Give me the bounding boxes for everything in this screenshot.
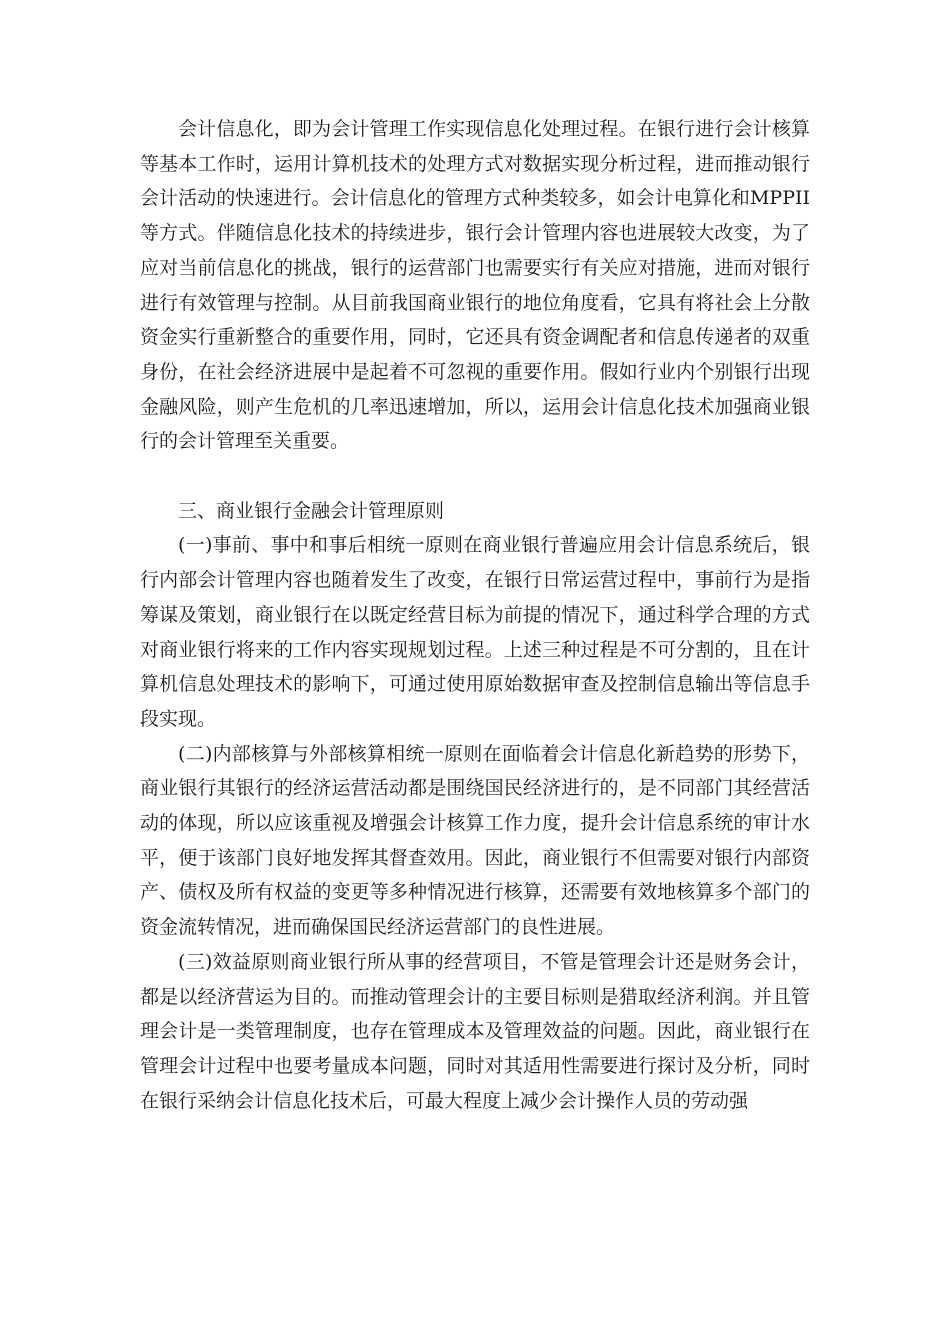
paragraph-principle-3: (三)效益原则商业银行所从事的经营项目，不管是管理会计还是财务会计，都是以经济营运为目的。而推动管理会计的主要目标则是猎取经济利润。并且管理会计是一类管理制度，也存在管理成本及管理效益的问题。因此，商业银行在管理会计过程中也要考量成本问题，同时对其适用性需要进行探讨及分析，同时在银行采纳会计信息化技术后，可最大程度上减少会计操作人员的劳动强 bbox=[140, 950, 810, 1112]
paragraph-intro: 会计信息化，即为会计管理工作实现信息化处理过程。在银行进行会计核算等基本工作时，运用计算机技术的处理方式对数据实现分析过程，进而推动银行会计活动的快速进行。会计信息化的管理方式种类较多，如会计电算化和MPPII等方式。伴随信息化技术的持续进步，银行会计管理内容也进展较大改变，为了应对当前信息化的挑战，银行的运营部门也需要实行有关应对措施，进而对银行进行有效管理与控制。从目前我国商业银行的地位角度看，它具有将社会上分散资金实行重新整合的重要作用，同时，它还具有资金调配者和信息传递者的双重身份，在社会经济进展中是起着不可忽视的重要作用。假如行业内个别银行出现金融风险，则产生危机的几率迅速增加，所以，运用会计信息化技术加强商业银行的会计管理至关重要。 bbox=[140, 118, 810, 453]
document-body bbox=[140, 112, 810, 1118]
paragraph-principle-2: (二)内部核算与外部核算相统一原则在面临着会计信息化新趋势的形势下，商业银行其银行的经济运营活动都是围绕国民经济进行的，是不同部门其经营活动的体现，所以应该重视及增强会计核算工作力度，提升会计信息系统的审计水平，便于该部门良好地发挥其督查效用。因此，商业银行不但需要对银行内部资产、债权及所有权益的变更等多种情况进行核算，还需要有效地核算多个部门的资金流转情况，进而确保国民经济运营部门的良性进展。 bbox=[140, 742, 810, 939]
section-heading: 三、商业银行金融会计管理原则 bbox=[178, 499, 445, 522]
paragraph-spacer bbox=[140, 459, 810, 494]
paragraph-principle-1: (一)事前、事中和事后相统一原则在商业银行普遍应用会计信息系统后，银行内部会计管理内容也随着发生了改变，在银行日常运营过程中，事前行为是指筹谋及策划，商业银行在以既定经营目标为前提的情况下，通过科学合理的方式对商业银行将来的工作内容实现规划过程。上述三种过程是不可分割的，且在计算机信息处理技术的影响下，可通过使用原始数据审查及控制信息输出等信息手段实现。 bbox=[140, 534, 810, 730]
